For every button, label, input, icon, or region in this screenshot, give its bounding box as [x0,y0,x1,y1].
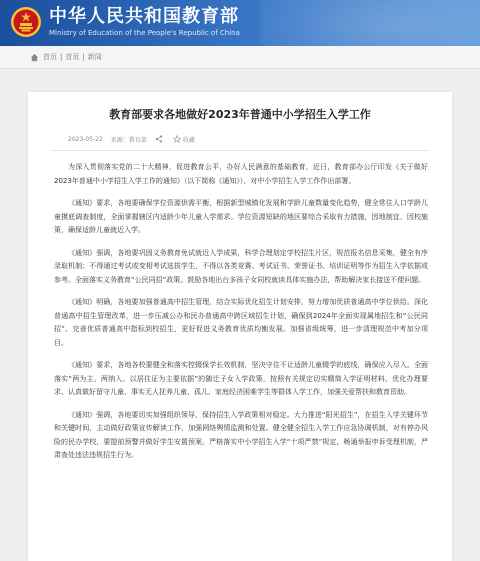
favorite-button[interactable] [173,135,203,144]
share-icon [155,135,163,143]
share-button[interactable] [155,135,165,143]
article-paragraph: 为深入贯彻落实党的二十大精神，促进教育公平，办好人民满意的基础教育，近日，教育部办公厅印发《关于做好2023年普通中小学招生入学工作的通知》（以下简称《通知》），对中小学招生入学工作作出部署。 [54,163,428,185]
breadcrumb-section[interactable]: 新闻 [87,53,102,61]
article-title: 教育部要求各地做好2023年普通中小学招生入学工作 [109,108,371,121]
article-paragraph: 《通知》要求，各地要确保学位资源供需平衡，根据新型城镇化发展和学龄儿童数量变化趋势，健全常住人口学龄儿童摸底调查制度，全面掌握辖区内适龄少年儿童入学需求。学位资源短缺的地区要综合采取有力措施，因地制宜、因校施策，确保适龄儿童就近入学。 [54,199,428,234]
breadcrumb-separator: | [60,53,63,61]
article-body [54,161,428,463]
article-card [28,92,452,561]
star-icon [173,135,181,143]
breadcrumb-current[interactable]: 首页 [65,53,80,61]
article-paragraph: 《通知》明确，各地要加强普通高中招生管理，结合实际优化招生计划安排，努力增加优质普通高中学位供给。深化普通高中招生管理改革，进一步压减公办和民办普通高中跨区域招生计划，确保到2024年全面实现属地招生和“公民同招”。完善优质普通高中指标到校招生，更好促进义务教育优质均衡发展。加强省级统筹，进一步清理规范中考加分项目。 [54,298,428,347]
article-paragraph: 《通知》要求，各地各校要健全和落实控辍保学长效机制，坚决守住不让适龄儿童辍学的底线，确保应入尽入。全面落实“两为主、两纳入、以居住证为主要依据”的随迁子女入学政策，按照有关规定切实精简入学证明材料、优化办理要求。认真做好留守儿童、事实无人抚养儿童、孤儿、家庭经济困难学生等群体入学工作，加强关爱帮扶和教育资助。 [54,361,428,396]
article-source: 来源：教育部 [110,136,147,144]
site-title[interactable]: 中华人民共和国教育部 [49,6,239,27]
site-header [0,0,480,46]
divider [50,150,430,151]
breadcrumb-separator: | [82,53,85,61]
breadcrumb-home[interactable]: 首页 [43,53,57,61]
national-emblem-icon[interactable] [10,6,42,38]
article-paragraph: 《通知》强调，各地要巩固义务教育免试就近入学成果，科学合理划定学校招生片区，规范报名信息采集，健全有序录取机制；不得通过考试或变相考试选拔学生，不得以各类竞赛、考试证书、荣誉证书、培训证明等作为招生入学依据或参考。全面落实义务教育“公民同招”政策。鼓励各地出台多孩子女同校就读具体实施办法，帮助解决家长接送不便问题。 [54,248,428,284]
article-date: 2023-05-22 [68,135,103,143]
article-paragraph: 《通知》强调，各地要切实加强组织领导，保持招生入学政策相对稳定。大力推进“阳光招生”，在招生入学关键环节和关键时间，主动做好政策宣传解读工作，加强网络舆情监测和处置。健全健全招生入学工作应急协调机制，对有停办风险的民办学校，要提前预警并做好学生安置预案。严格落实中小学招生入学“十项严禁”规定，畅通举报申诉受理机制，严肃查处违法违规招生行为。 [54,410,428,459]
breadcrumb [0,46,480,69]
favorite-label: 收藏 [182,136,195,144]
home-icon[interactable] [30,53,39,62]
site-subtitle: Ministry of Education of the People's Republic of China [49,29,240,37]
article-meta [68,134,452,144]
